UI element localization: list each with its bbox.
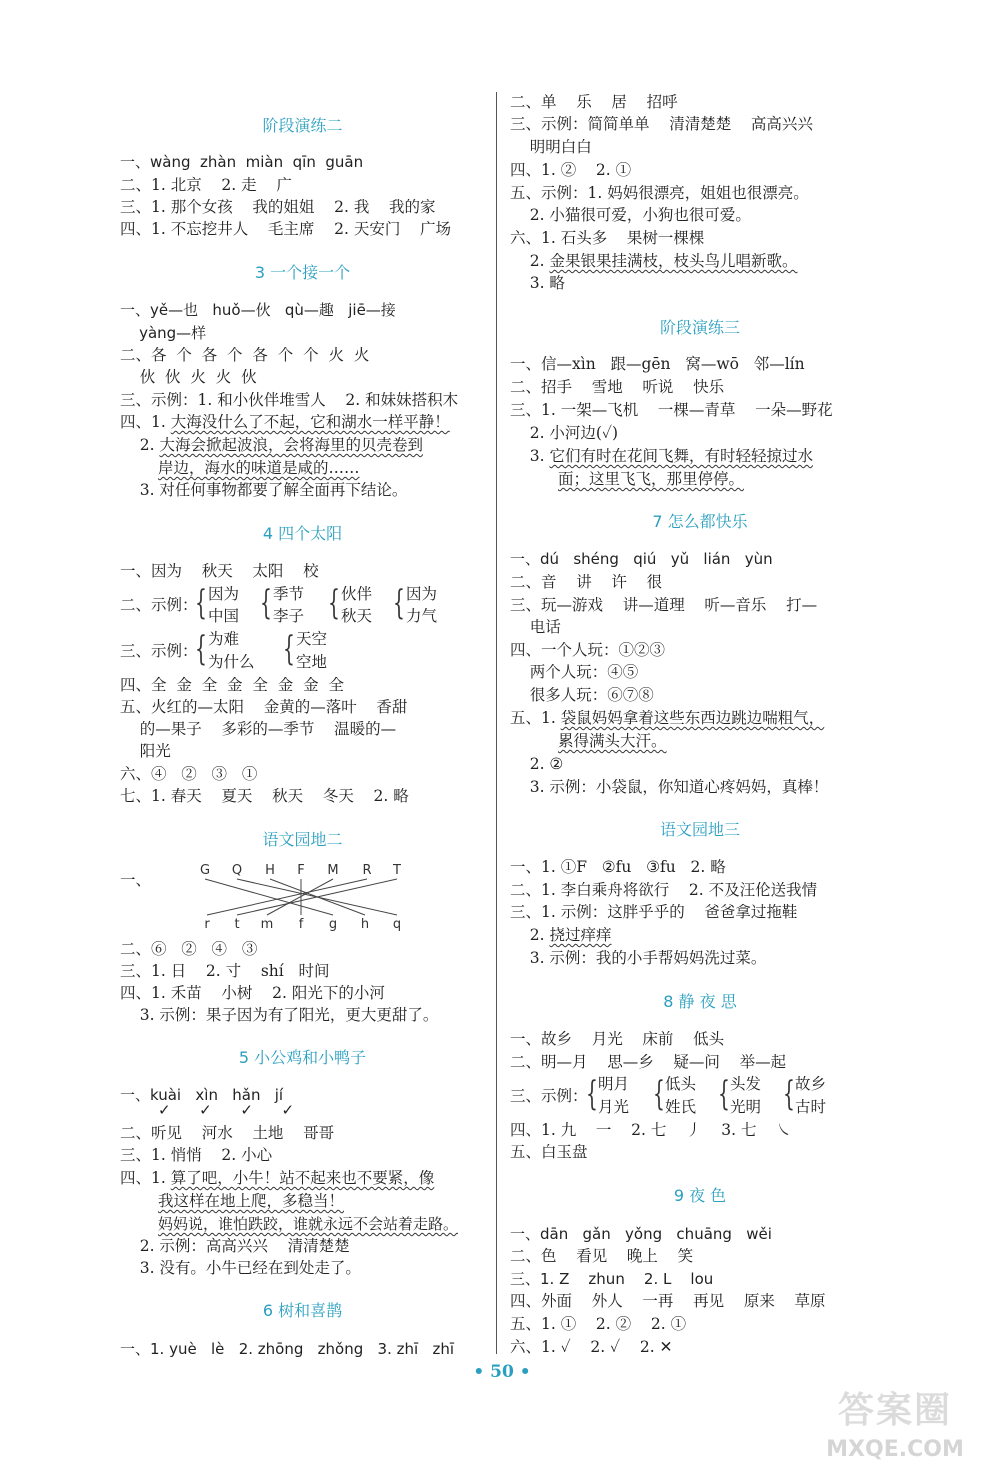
answer-line: 三、1. 一架—飞机 一棵—青草 一朵—野花: [510, 401, 833, 419]
uppercase-letter: F: [297, 863, 305, 878]
answer-line: 四、1. 禾苗 小树 2. 阳光下的小河: [120, 984, 385, 1002]
page-number: • 50 •: [473, 1362, 531, 1382]
watermark-top-text: 答案圈: [837, 1390, 952, 1431]
answer-line: 三、1. 那个女孩 我的姐姐 2. 我 我的家: [120, 198, 436, 216]
word-pair: 姓氏: [665, 1098, 697, 1116]
answer-line: 一、dú shéng qiú yǔ lián yùn: [510, 550, 773, 568]
answer-line: 3. 对任何事物都要了解全面再下结论。: [120, 481, 408, 499]
word-pair: 空地: [296, 653, 328, 671]
word-pair: 头发: [730, 1075, 762, 1093]
answer-prefix: 2.: [510, 926, 550, 944]
section-title: 语文园地二: [262, 830, 343, 849]
uppercase-letter: G: [199, 863, 211, 878]
answer-underlined: 算了吧，小牛！站不起来也不要紧，像: [170, 1169, 435, 1187]
word-pair: 明月: [598, 1075, 630, 1093]
section-title: 3 一个接一个: [254, 263, 351, 282]
answer-underlined: 大海没什么了不起，它和湖水一样平静！: [170, 413, 450, 431]
answer-line: 两个人玩：④⑤: [510, 663, 639, 681]
lowercase-letter: t: [234, 917, 240, 932]
answer-line: 明明白白: [510, 138, 592, 156]
answer-prefix: 四、1.: [120, 1169, 171, 1187]
answer-line: 伙 伙 火 火 伙: [120, 368, 257, 386]
brace: {: [393, 583, 405, 623]
answer-line: 五、示例：1. 妈妈很漂亮，姐姐也很漂亮。: [510, 184, 809, 202]
answer-prefix: 五、1.: [510, 709, 561, 727]
brace: {: [283, 629, 295, 669]
section-title: 7 怎么都快乐: [652, 512, 748, 531]
answer-line: 六、④ ② ③ ①: [120, 765, 258, 783]
answer-line: 四、全 金 全 金 全 金 金 全: [120, 676, 344, 694]
answer-line: yàng—样: [120, 324, 207, 342]
answer-underlined: 大海会掀起波浪，会将海里的贝壳卷到: [159, 436, 423, 454]
word-pair: 为难: [208, 630, 240, 648]
answer-underlined: 岸边，海水的味道是咸的……: [158, 459, 360, 477]
word-pair: 低头: [665, 1075, 697, 1093]
section-title: 4 四个太阳: [262, 524, 343, 543]
answer-line: 一、wàng zhàn miàn qīn guān: [120, 153, 364, 171]
answer-line: 二、听见 河水 土地 哥哥: [120, 1124, 335, 1142]
answer-line: 2. 小河边(✓): [510, 424, 619, 442]
answer-line: 的—果子 多彩的—季节 温暖的—: [120, 720, 397, 738]
match-line: [205, 879, 333, 915]
answer-line: 五、1. ① 2. ② 2. ①: [510, 1315, 687, 1333]
answer-underlined: 挠过痒痒: [549, 926, 612, 944]
word-pair: 因为: [208, 585, 240, 603]
word-pair: 伙伴: [341, 585, 373, 603]
answer-prefix: 3.: [510, 447, 550, 465]
answer-line: 三、1. Z zhun 2. L lou: [510, 1270, 714, 1288]
word-pair: 光明: [730, 1098, 762, 1116]
answer-line: 二、1. 李白乘舟将欲行 2. 不及汪伦送我情: [510, 881, 818, 899]
word-pair: 季节: [273, 585, 305, 603]
answer-line: 二、单 乐 居 招呼: [510, 93, 678, 111]
answer-line: 二、招手 雪地 听说 快乐: [510, 378, 725, 396]
answer-line: 三、示例：简简单单 清清楚楚 高高兴兴: [510, 115, 813, 133]
brace: {: [260, 583, 272, 623]
answer-line: 二、色 看见 晚上 笑: [510, 1247, 694, 1265]
uppercase-letter: T: [393, 863, 401, 878]
answer-underlined: 我这样在地上爬，多稳当！: [158, 1192, 345, 1210]
answer-line: 2. 小猫很可爱，小狗也很可爱。: [510, 206, 751, 224]
brace: {: [586, 1074, 598, 1114]
answer-line: 四、1. 不忘挖井人 毛主席 2. 天安门 广场: [120, 220, 452, 238]
lowercase-letter: r: [204, 917, 210, 932]
uppercase-letter: R: [362, 863, 372, 878]
answer-line: 3. 示例：我的小手帮妈妈洗过菜。: [510, 949, 767, 967]
answer-line: 3. 略: [510, 274, 565, 292]
answer-line: 三、1. 悄悄 2. 小心: [120, 1146, 273, 1164]
answer-line: 二、示例：: [120, 596, 198, 614]
word-pair: 为什么: [208, 653, 255, 671]
word-pair: 天空: [296, 630, 328, 648]
answer-line: 四、一个人玩：①②③: [510, 641, 666, 659]
section-title: 5 小公鸡和小鸭子: [238, 1048, 367, 1067]
answer-line: 二、1. 北京 2. 走 广: [120, 176, 292, 194]
check-marks: ✓ ✓ ✓ ✓: [158, 1101, 295, 1119]
word-pair: 秋天: [341, 607, 373, 625]
answer-line: 四、1. ② 2. ①: [510, 161, 632, 179]
match-line: [207, 879, 367, 915]
answer-underlined: 金果银果挂满枝，枝头鸟儿唱新歌。: [549, 252, 798, 270]
answer-line: 四、1. 九 一 2. 七 丿 3. 七 ㇏: [510, 1121, 792, 1139]
match-line: [267, 879, 333, 915]
uppercase-letter: Q: [231, 863, 243, 878]
answer-line: 一、1. yuè lè 2. zhōng zhǒng 3. zhī zhī: [120, 1340, 455, 1358]
lowercase-letter: g: [328, 917, 338, 932]
uppercase-letter: M: [327, 863, 339, 878]
uppercase-letter: H: [265, 863, 275, 878]
brace: {: [783, 1074, 795, 1114]
answer-line: 五、白玉盘: [510, 1143, 588, 1161]
answer-line: 电话: [510, 618, 561, 636]
section-title: 阶段演练二: [262, 116, 343, 135]
brace: {: [653, 1074, 665, 1114]
watermark-bottom-text: MXQE.COM: [826, 1437, 964, 1462]
answer-line: 二、明—月 思—乡 疑—问 举—起: [510, 1053, 787, 1071]
word-pair: 古时: [795, 1098, 827, 1116]
answer-line: 一、yě—也 huǒ—伙 qù—趣 jiē—接: [120, 301, 396, 319]
section-title: 6 树和喜鹊: [262, 1301, 343, 1320]
answer-line: 一、因为 秋天 太阳 校: [120, 562, 319, 580]
answer-line: 3. 示例：小袋鼠，你知道心疼妈妈，真棒！: [510, 778, 829, 796]
lowercase-letter: f: [298, 917, 304, 932]
answer-prefix: 四、1.: [120, 413, 171, 431]
answer-line: 3. 示例：果子因为有了阳光，更大更甜了。: [120, 1006, 439, 1024]
lowercase-letter: q: [392, 917, 402, 932]
letter-matching-diagram: [175, 860, 415, 930]
word-pair: 月光: [598, 1098, 630, 1116]
answer-line: 一、信—xìn 跟—gēn 窝—wō 邻—lín: [510, 355, 805, 373]
column-divider: [496, 92, 497, 1354]
section-title: 阶段演练三: [659, 318, 740, 337]
word-pair: 故乡: [795, 1075, 827, 1093]
answer-line: 六、1. ✓ 2. ✓ 2. ✕: [510, 1338, 673, 1356]
answer-line: 一、故乡 月光 床前 低头: [510, 1030, 725, 1048]
brace: {: [195, 629, 207, 669]
answer-prefix: 2.: [120, 436, 160, 454]
answer-underlined: 面；这里飞飞，那里停停。: [558, 470, 745, 488]
answer-underlined: 袋鼠妈妈拿着这些东西边跳边喘粗气，: [560, 709, 825, 727]
answer-line: 二、音 讲 许 很: [510, 573, 663, 591]
answer-line: 很多人玩：⑥⑦⑧: [510, 686, 654, 704]
answer-line: 三、1. 示例：这胖乎乎的 爸爸拿过拖鞋: [510, 903, 798, 921]
answer-line: 四、外面 外人 一再 再见 原来 草原: [510, 1292, 826, 1310]
watermark-logo: [810, 1378, 980, 1464]
answer-underlined: 累得满头大汗。: [558, 732, 667, 750]
answer-line: 3. 没有。小牛已经在到处走了。: [120, 1259, 361, 1277]
brace: {: [195, 583, 207, 623]
word-pair: 因为: [406, 585, 438, 603]
answer-line: 二、⑥ ② ④ ③: [120, 940, 258, 958]
answer-underlined: 妈妈说，谁怕跌跤，谁就永远不会站着走路。: [158, 1215, 459, 1233]
answer-line: 三、玩—游戏 讲—道理 听—音乐 打—: [510, 596, 818, 614]
section-title: 9 夜 色: [673, 1186, 727, 1205]
section-title: 8 静 夜 思: [663, 992, 737, 1011]
answer-line: 阳光: [120, 742, 171, 760]
answer-line: 三、示例：1. 和小伙伴堆雪人 2. 和妹妹搭积木: [120, 391, 459, 409]
answer-underlined: 它们有时在花间飞舞，有时轻轻掠过水: [549, 447, 813, 465]
word-pair: 中国: [208, 607, 240, 625]
answer-line: 三、示例：: [120, 642, 198, 660]
answer-line: 一、dān gǎn yǒng chuāng wěi: [510, 1225, 772, 1243]
word-pair: 李子: [273, 607, 305, 625]
answer-line: 二、各 个 各 个 各 个 个 火 火: [120, 346, 370, 364]
answer-line: 六、1. 石头多 果树一棵棵: [510, 229, 705, 247]
answer-line: 一、1. ①F ②fu ③fu 2. 略: [510, 858, 726, 876]
section-title: 语文园地三: [659, 820, 740, 839]
answer-line: 一、kuài xìn hǎn jí: [120, 1086, 284, 1104]
word-pair: 力气: [406, 607, 438, 625]
lowercase-letter: m: [260, 917, 274, 932]
answer-line: 一、: [120, 871, 152, 889]
lowercase-letter: h: [360, 917, 370, 932]
answer-prefix: 2.: [510, 252, 550, 270]
brace: {: [328, 583, 340, 623]
answer-line: 三、1. 日 2. 寸 shí 时间: [120, 962, 330, 980]
answer-line: 五、火红的—太阳 金黄的—落叶 香甜: [120, 698, 408, 716]
answer-line: 2. 示例：高高兴兴 清清楚楚: [120, 1237, 350, 1255]
answer-line: 七、1. 春天 夏天 秋天 冬天 2. 略: [120, 787, 409, 805]
brace: {: [718, 1074, 730, 1114]
answer-line: 三、示例：: [510, 1087, 588, 1105]
answer-line: 2. ②: [510, 755, 564, 773]
